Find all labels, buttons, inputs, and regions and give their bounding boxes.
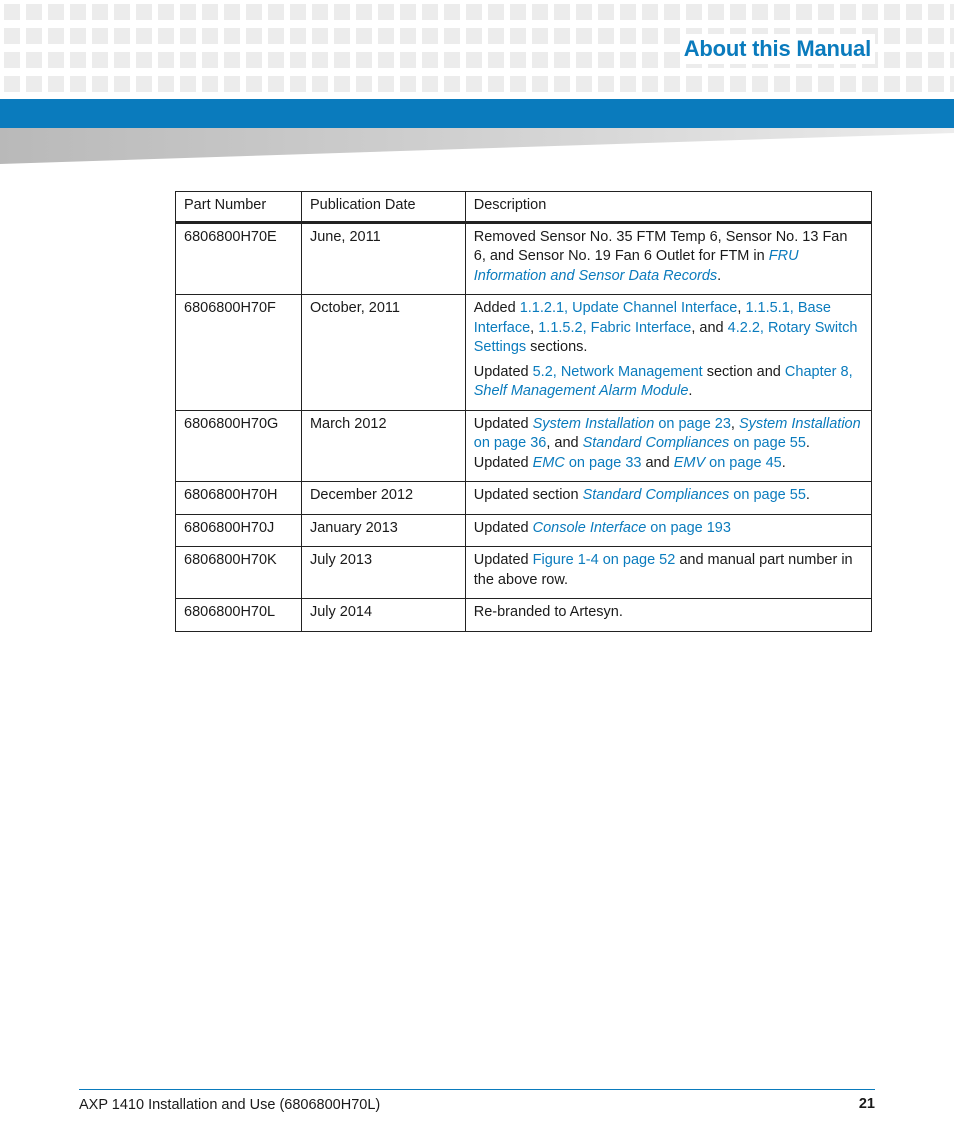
cross-reference-link[interactable]: Chapter 8, [784, 363, 853, 380]
cross-reference-link[interactable]: Standard Compliances [582, 487, 730, 503]
table-row [176, 599, 872, 632]
description-cell [465, 514, 871, 547]
description-text: , [530, 319, 539, 336]
part-number-cell: 6806800H70J [176, 514, 302, 547]
description-text: . Updated [473, 435, 810, 471]
part-number-cell: 6806800H70F [176, 295, 302, 411]
description-text: . [688, 383, 693, 399]
description-text: sections. [526, 339, 588, 355]
description-paragraph [474, 363, 863, 402]
revision-history-table [175, 191, 872, 632]
description-text: Updated [473, 415, 533, 432]
cross-reference-link[interactable]: Shelf Management Alarm Module [473, 383, 689, 399]
publication-date-cell: July 2013 [301, 547, 465, 599]
cross-reference-link[interactable]: System Installation [738, 415, 861, 432]
description-text: . [781, 454, 786, 471]
description-cell [465, 599, 871, 632]
cross-reference-link[interactable]: FRU Information and Sensor Data Records [473, 248, 799, 284]
part-number-cell: 6806800H70H [176, 482, 302, 515]
description-paragraph [474, 519, 863, 539]
cross-reference-link[interactable]: System Installation [532, 415, 655, 432]
description-text: Updated section [473, 487, 583, 503]
cross-reference-link[interactable]: on page 36 [473, 435, 547, 451]
header-blue-band [0, 99, 954, 128]
description-text: Updated [473, 363, 533, 380]
description-cell [465, 295, 871, 411]
description-text: . [805, 487, 810, 503]
cross-reference-link[interactable]: Console Interface [532, 519, 647, 536]
description-cell [465, 410, 871, 482]
footer-rule [79, 1089, 875, 1090]
description-text: , and [546, 435, 583, 451]
table-header-row [176, 192, 872, 223]
column-header-publication-date: Publication Date [301, 192, 465, 223]
description-text: . [717, 267, 722, 284]
cross-reference-link[interactable]: on page 33 [564, 454, 642, 471]
cross-reference-link[interactable]: on page 55 [729, 487, 806, 503]
cross-reference-link[interactable]: EMC [532, 454, 565, 471]
cross-reference-link[interactable]: 1.1.5.2, Fabric Interface [538, 319, 692, 336]
description-cell [465, 482, 871, 515]
header-gray-wedge [0, 128, 954, 164]
cross-reference-link[interactable]: 5.2, Network Management [532, 363, 703, 380]
publication-date-cell: March 2012 [301, 410, 465, 482]
table-row [176, 514, 872, 547]
cross-reference-link[interactable]: on page 193 [646, 519, 731, 536]
cross-reference-link[interactable]: on page 55 [729, 435, 806, 451]
cross-reference-link[interactable]: Standard Compliances [582, 435, 730, 451]
cross-reference-link[interactable]: on page 23 [654, 415, 731, 432]
description-text: Added [473, 300, 520, 316]
cross-reference-link[interactable]: 1.1.2.1, Update Channel Interface [519, 300, 738, 316]
table-row [176, 410, 872, 482]
description-text: , and [691, 319, 728, 336]
description-paragraph [474, 415, 863, 474]
description-paragraph [474, 551, 863, 590]
cross-reference-link[interactable]: on page 45 [705, 454, 782, 471]
description-paragraph [474, 299, 863, 358]
part-number-cell: 6806800H70E [176, 222, 302, 295]
description-text: Removed Sensor No. 35 FTM Temp 6, Sensor No. 13 Fan 6, and Sensor No. 19 Fan 6 Outlet for FTM in [473, 228, 848, 264]
description-paragraph [474, 486, 863, 506]
table-row [176, 222, 872, 295]
publication-date-cell: January 2013 [301, 514, 465, 547]
description-text: section and [702, 363, 785, 380]
cross-reference-link[interactable]: EMV [673, 454, 706, 471]
column-header-part-number: Part Number [176, 192, 302, 223]
part-number-cell: 6806800H70L [176, 599, 302, 632]
description-text: Updated [473, 552, 533, 568]
description-cell [465, 547, 871, 599]
cross-reference-link[interactable]: 1.1.5.1, Base Interface [473, 300, 831, 336]
cross-reference-link[interactable]: Figure 1-4 on page 52 [532, 552, 676, 568]
description-text: Re-branded to Artesyn. [473, 604, 623, 620]
publication-date-cell: June, 2011 [301, 222, 465, 295]
part-number-cell: 6806800H70G [176, 410, 302, 482]
part-number-cell: 6806800H70K [176, 547, 302, 599]
footer-document-title: AXP 1410 Installation and Use (6806800H70L) [79, 1097, 381, 1113]
publication-date-cell: October, 2011 [301, 295, 465, 411]
publication-date-cell: July 2014 [301, 599, 465, 632]
table-row [176, 547, 872, 599]
description-text: , [730, 415, 739, 432]
description-text: and manual part number in the above row. [473, 552, 853, 588]
table-row [176, 295, 872, 411]
description-cell [465, 222, 871, 295]
page-number: 21 [858, 1096, 875, 1112]
publication-date-cell: December 2012 [301, 482, 465, 515]
description-text: and [641, 454, 674, 471]
column-header-description: Description [465, 192, 871, 223]
page-section-title: About this Manual [680, 34, 875, 64]
description-text: , [737, 300, 746, 316]
cross-reference-link[interactable]: 4.2.2, Rotary Switch Settings [473, 319, 858, 355]
description-text: Updated [473, 519, 533, 536]
table-row [176, 482, 872, 515]
description-paragraph [474, 228, 863, 287]
description-paragraph [474, 603, 863, 623]
